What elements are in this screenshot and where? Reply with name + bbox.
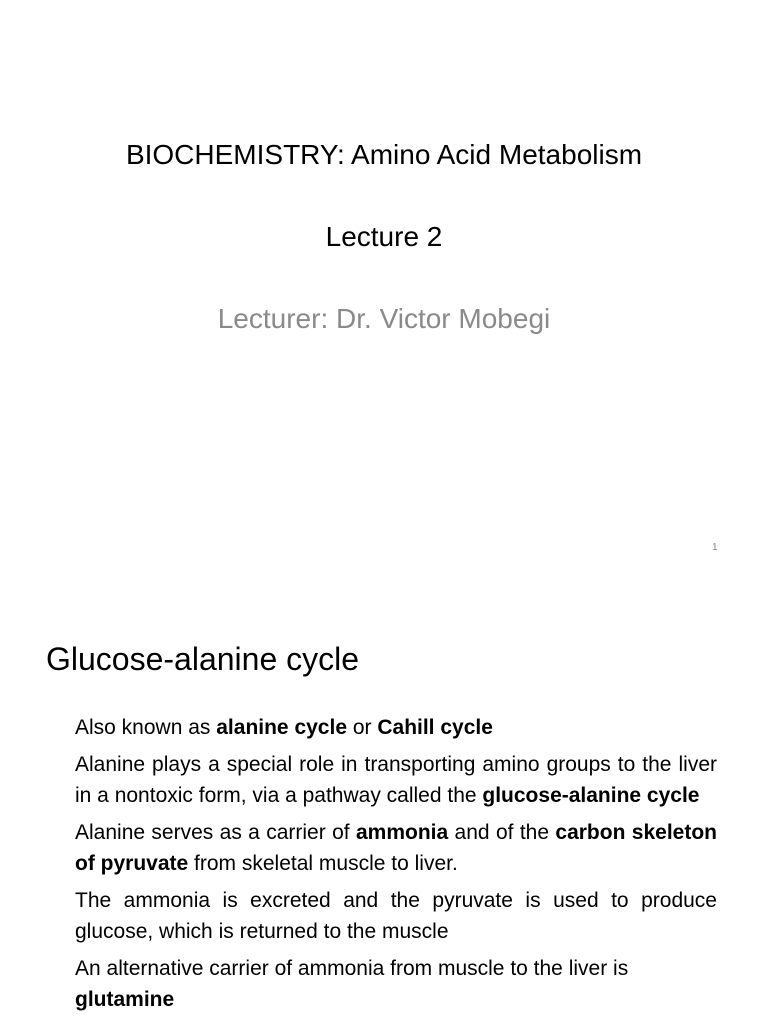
paragraph-also-known [75, 712, 717, 743]
paragraph-alternative-carrier [75, 953, 717, 1015]
content-slide [0, 592, 768, 1024]
text-run: Alanine plays a special role in transporting amino groups to the liver in a nontoxic form, via a pathway called the [75, 753, 717, 807]
bold-term: glucose-alanine cycle [482, 784, 700, 807]
bold-term: glutamine [75, 988, 175, 1011]
text-run: and of the [448, 821, 556, 844]
lecture-number: Lecture 2 [325, 221, 443, 252]
paragraph-carrier [75, 817, 717, 879]
text-run: from skeletal muscle to liver. [188, 852, 458, 875]
bold-term: alanine cycle [216, 716, 347, 739]
slide-heading: Glucose-alanine cycle [46, 641, 360, 677]
text-run: Also known as [75, 716, 217, 739]
slide-body [75, 712, 717, 1021]
text-run: An alternative carrier of ammonia from muscle to the liver is [75, 957, 629, 980]
bold-term: ammonia [355, 821, 449, 844]
text-run: The ammonia is excreted and the pyruvate is used to produce glucose, which is returned to the muscle [75, 889, 717, 943]
bold-term: carbon skeleton of pyruvate [75, 821, 717, 875]
paragraph-alanine-role [75, 749, 717, 811]
lecturer-name: Lecturer: Dr. Victor Mobegi [217, 303, 551, 334]
paragraph-ammonia-excreted [75, 885, 717, 947]
bold-term: Cahill cycle [377, 716, 493, 739]
lecture-title: BIOCHEMISTRY: Amino Acid Metabolism [125, 139, 643, 170]
text-run: or [347, 716, 378, 739]
page-number: 1 [712, 542, 718, 553]
text-run: Alanine serves as a carrier of [75, 821, 356, 844]
